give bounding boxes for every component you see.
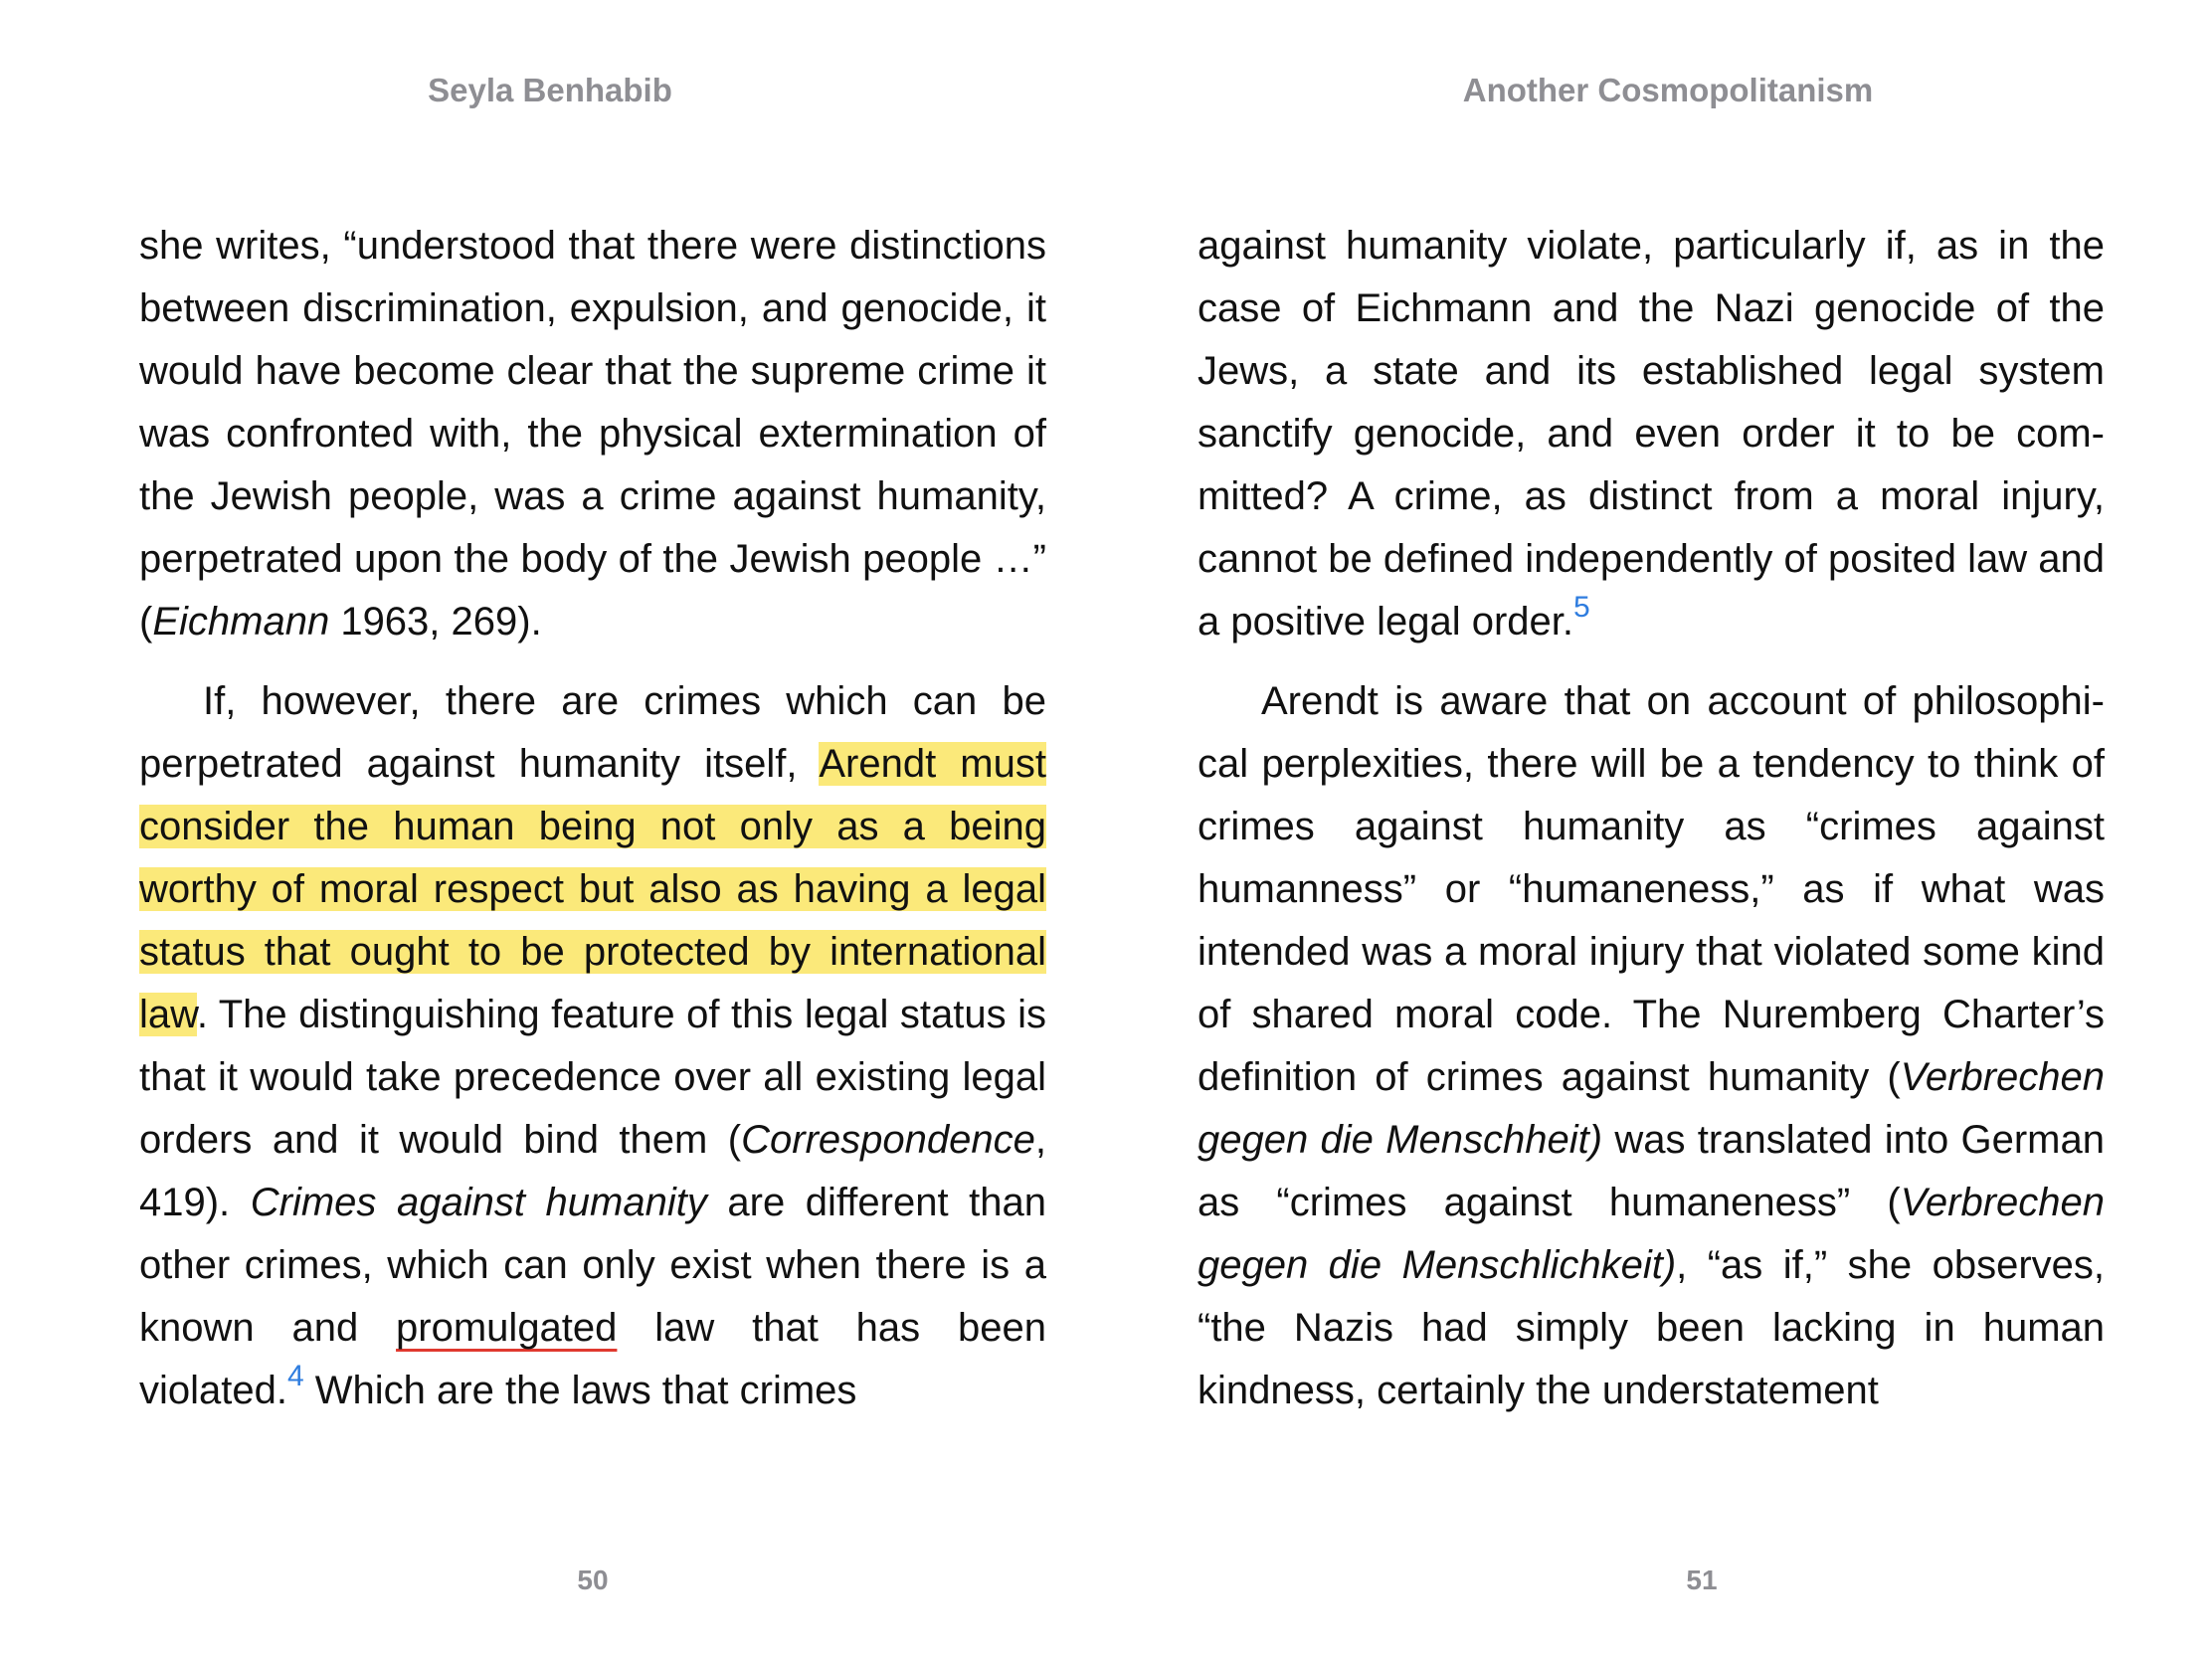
running-head-title: Another Cosmopolitanism xyxy=(1462,72,1874,108)
italic-phrase: Verbrechen gegen die Menschlichkeit) xyxy=(1198,1181,2105,1287)
underlined-word[interactable]: promulgated xyxy=(396,1306,618,1350)
italic-phrase: Crimes against humanity xyxy=(250,1181,707,1224)
text-run: law that has been violated. xyxy=(139,1306,1046,1412)
text-run: . The distinguishing feature of this legal status is that it would take precedence over all existing legal orders and it would bind them ( xyxy=(139,993,1046,1162)
text-run: Which are the laws that crimes xyxy=(303,1369,857,1412)
paragraph xyxy=(139,670,1046,1422)
text-run: 1963, 269). xyxy=(329,600,542,644)
text-run: Arendt is aware that on account of philosophical perplexities, there will be a tendency to think of crimes against humanity as “crimes against humanness” or “humaneness,” as if what was intended was a moral injury that violated some kind of shared moral code. The Nuremberg Charter’s definition of crimes against humanity ( xyxy=(1198,679,2105,1099)
italic-phrase: Verbrechen gegen die Menschheit) xyxy=(1198,1055,2105,1162)
right-page-text xyxy=(1198,215,2105,1439)
left-page-text xyxy=(139,215,1046,1439)
text-run: If, however, there are crimes which can be perpetrated against humanity itself, xyxy=(139,679,1046,786)
italic-title: Correspondence xyxy=(741,1118,1035,1162)
paragraph xyxy=(1198,670,2105,1422)
text-run: against humanity violate, particularly if, as in the case of Eichmann and the Nazi genocide of the Jews, a state and its established legal system sanctify genocide, and even order it to be committed? A crime, as distinct from a moral injury, cannot be defined independently of posited law and a positive legal order. xyxy=(1198,224,2105,644)
footnote-link-4[interactable]: 4 xyxy=(286,1360,304,1392)
italic-title: Eichmann xyxy=(152,600,330,644)
page-number-left: 50 xyxy=(577,1565,609,1595)
highlighted-passage[interactable]: Arendt must consider the human being not only as a being worthy of moral respect but also as having a legal status that ought to be protected by international law xyxy=(139,742,1046,1036)
right-page[interactable] xyxy=(1106,0,2212,1659)
page-number-right: 51 xyxy=(1686,1565,1718,1595)
text-run: , 419). xyxy=(139,1118,1046,1224)
paragraph xyxy=(1198,215,2105,653)
text-run: , “as if,” she observes, “the Nazis had simply been lacking in human kindness, certainly the understatement xyxy=(1198,1243,2106,1412)
text-run: are different than other crimes, which can only exist when there is a known and xyxy=(139,1181,1046,1350)
text-run: she writes, “understood that there were distinctions between discrimination, expulsion, and genocide, it would have become clear that the supreme crime it was confronted with, the physical extermination of the Jewish people, was a crime against humanity, perpetrated upon the body of the Jewish people …” ( xyxy=(139,224,1046,644)
running-head-author: Seyla Benhabib xyxy=(428,72,672,108)
text-run: was translated into German as “crimes against humaneness” ( xyxy=(1198,1118,2105,1224)
footnote-link-5[interactable]: 5 xyxy=(1573,591,1590,624)
paragraph xyxy=(139,215,1046,653)
